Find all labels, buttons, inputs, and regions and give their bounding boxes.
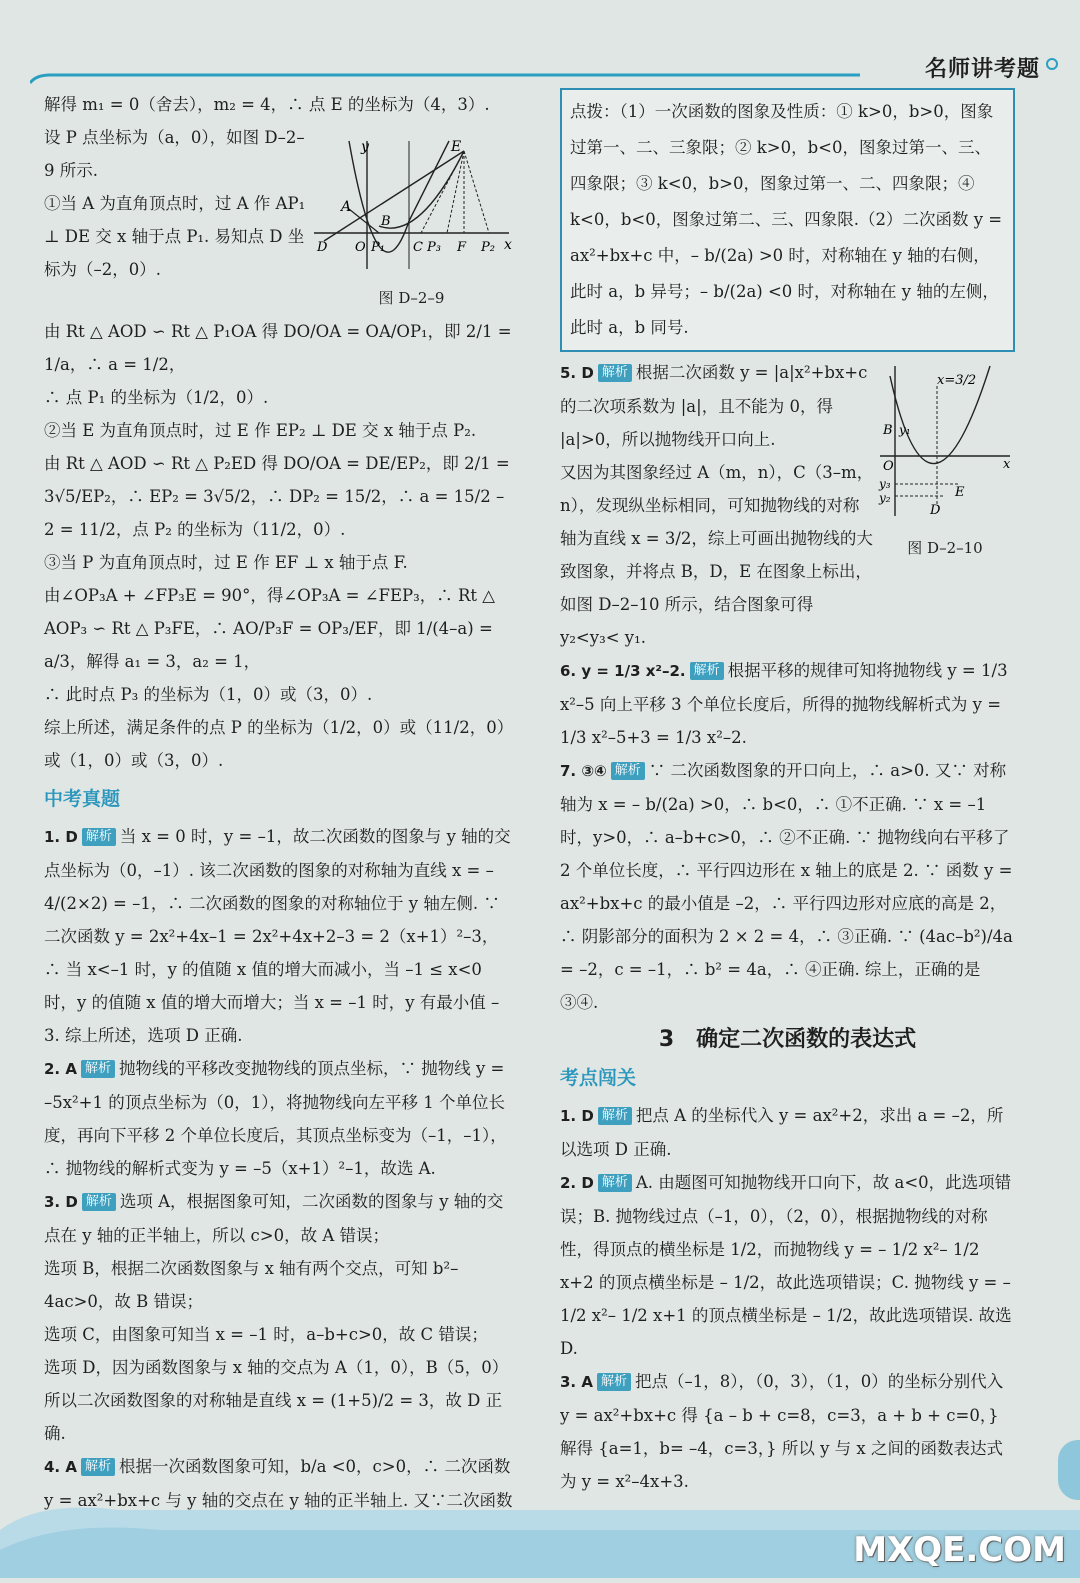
svg-text:B: B (883, 423, 893, 438)
svg-text:B: B (381, 214, 391, 229)
parabola-figure (309, 121, 514, 271)
analysis-tag: 解析 (81, 1060, 115, 1078)
svg-text:C: C (413, 240, 423, 255)
text-line: 解得 m₁ = 0（舍去），m₂ = 4，∴ 点 E 的坐标为（4，3）. (44, 95, 490, 114)
text-line: ①当 A 为直角顶点时，过 A 作 AP₁ ⊥ DE 交 x 轴于点 P₁. 易知点 D 坐标为（–2，0）. (44, 194, 306, 279)
answer-text: A. 由题图可知抛物线开口向下，故 a<0，此选项错误；B. 抛物线过点（–1，0），（2，0），根据抛物线的对称性，得顶点的横坐标是 1/2，而抛物线 y = – 1/2 x²– 1/2 x+2 的顶点横坐标是 – 1/2，故此选项错误；C. 抛物线 y = – 1/2 x²– 1/2 x+1 的顶点横坐标是 – 1/2，故此选项错误. 故选 D. (560, 1173, 1012, 1358)
answer-number: 6. y = 1/3 x²–2. (560, 662, 686, 680)
watermark-logo: MXQE.COM (853, 1530, 1066, 1570)
analysis-tag: 解析 (81, 1458, 115, 1476)
analysis-tag: 解析 (598, 1174, 632, 1192)
answer-item (44, 820, 514, 1052)
svg-text:x: x (504, 237, 512, 253)
text-line: 又因为其图象经过 A（m，n），C（3–m，n），发现纵坐标相同，可知抛物线的对称轴为直线 x = 3/2，综上可画出抛物线的大致图象，并将点 B，D，E 在图象上标出，如图 D–2–10 所示，结合图象可得 y₂<y₃< y₁. (560, 463, 874, 647)
svg-text:D: D (317, 240, 328, 255)
svg-text:y: y (361, 139, 369, 155)
brand-dot-icon (1046, 58, 1058, 70)
svg-text:O: O (883, 459, 894, 474)
answer-item (560, 754, 1015, 1019)
text-line: ∴ 此时点 P₃ 的坐标为（1，0）或（3，0）. (44, 685, 373, 704)
header-rule (30, 70, 1070, 78)
left-column (44, 88, 514, 1583)
answer-number: 3. A (560, 1373, 593, 1391)
analysis-tag: 解析 (82, 828, 116, 846)
text-line: 选项 B，根据二次函数图象与 x 轴有两个交点，可知 b²–4ac>0，故 B 错误； (44, 1259, 459, 1311)
answer-text: 当 x = 0 时，y = –1，故二次函数的图象与 y 轴的交点坐标为（0，–1）. 该二次函数的图象的对称轴为直线 x = – 4/(2×2) = –1，∴ 二次函数的图象的对称轴位于 y 轴左侧. ∵ 二次函数 y = 2x²+4x–1 = 2x²+4x+2–3 = 2（x+1）²–3，∴ 当 x<–1 时，y 的值随 x 值的增大而减小，当 –1 ≤ x<0 时，y 的值随 x 值的增大而增大；当 x = –1 时，y 有最小值 –3. 综上所述，选项 D 正确. (44, 827, 511, 1045)
svg-text:D: D (930, 503, 941, 518)
text-line: ③当 P 为直角顶点时，过 E 作 EF ⊥ x 轴于点 F. (44, 553, 408, 572)
text-line: 综上所述，满足条件的点 P 的坐标为（1/2，0）或（11/2，0）或（1，0）或（3，0）. (44, 718, 514, 770)
figure-caption: 图 D–2–9 (378, 289, 445, 307)
answer-number: 2. A (44, 1060, 77, 1078)
answer-item (44, 1185, 514, 1252)
text-line: ②当 E 为直角顶点时，过 E 作 EP₂ ⊥ DE 交 x 轴于点 P₂. (44, 421, 477, 440)
svg-text:E: E (451, 139, 462, 155)
chapter-title: 3 确定二次函数的表达式 (658, 1027, 917, 1052)
answer-text: 抛物线的平移改变抛物线的顶点坐标，∵ 抛物线 y = –5x²+1 的顶点坐标为（0，1），将抛物线向左平移 1 个单位长度，再向下平移 2 个单位长度后，其顶点坐标变为（–1，–1），∴ 抛物线的解析式变为 y = –5（x+1）²–1，故选 A. (44, 1059, 507, 1178)
answer-item (560, 1166, 1015, 1365)
answer-text: ∵ 二次函数图象的开口向上，∴ a>0. 又∵ 对称轴为 x = – b/(2a) >0，∴ b<0，∴ ①不正确. ∵ x = –1 时，y>0，∴ a–b+c>0，∴ ②不正确. ∵ 抛物线向右平移了 2 个单位长度，∴ 平行四边形在 x 轴上的底是 2. ∵ 函数 y = ax²+bx+c 的最小值是 –2，∴ 平行四边形对应底的高是 2，∴ 阴影部分的面积为 2 × 2 = 4，∴ ③正确. ∵ (4ac–b²)/4a = –2，c = –1，∴ b² = 4a，∴ ④正确. 综上，正确的是③④. (560, 761, 1013, 1012)
answer-number: 4. A (44, 1458, 77, 1476)
svg-text:P₂: P₂ (481, 240, 495, 255)
answer-text: 根据二次函数 y = |a|x²+bx+c 的二次项系数为 |a|，且不能为 0，得 |a|>0，所以抛物线开口向上. (560, 363, 868, 449)
figure-caption: 图 D–2–10 (907, 539, 983, 557)
text-line: 由 Rt △ AOD ∽ Rt △ P₁OA 得 DO/OA = OA/OP₁，即 2/1 = 1/a，∴ a = 1/2， (44, 322, 512, 374)
figure-d-2-9 (309, 121, 514, 315)
section-heading: 中考真题 (44, 788, 121, 810)
answer-item (560, 654, 1015, 754)
answer-number: 1. D (44, 828, 78, 846)
answer-number: 2. D (560, 1174, 594, 1192)
analysis-tag: 解析 (597, 1373, 631, 1391)
text-line: 由∠OP₃A + ∠FP₃E = 90°，得∠OP₃A = ∠FEP₃，∴ Rt △ AOP₃ ∽ Rt △ P₃FE，∴ AO/P₃F = OP₃/EF，即 1/(4–a) = a/3，解得 a₁ = 3，a₂ = 1， (44, 586, 495, 671)
answer-number: 1. D (560, 1107, 594, 1125)
svg-text:P₃: P₃ (427, 240, 441, 255)
figure-d-2-10 (875, 356, 1015, 654)
answer-number: 7. ③④ (560, 762, 607, 780)
analysis-tag: 解析 (598, 364, 632, 382)
answer-item (560, 1099, 1015, 1166)
svg-text:x: x (1003, 457, 1011, 472)
section-heading: 考点闯关 (560, 1067, 637, 1089)
tip-box: 点拨：（1）一次函数的图象及性质：① k>0，b>0，图象过第一、二、三象限；② k>0，b<0，图象过第一、三、四象限；③ k<0，b>0，图象过第一、二、四象限；④ k<0，b<0，图象过第二、三、四象限.（2）二次函数 y = ax²+bx+c 中，– b/(2a) >0 时，对称轴在 y 轴的右侧，此时 a，b 异号；– b/(2a) <0 时，对称轴在 y 轴的左侧，此时 a，b 同号. (560, 88, 1015, 352)
text-line: 设 P 点坐标为（a，0），如图 D–2–9 所示. (44, 128, 305, 180)
answer-item (44, 1052, 514, 1185)
answer-text: 选项 A，根据图象可知，二次函数的图象与 y 轴的交点在 y 轴的正半轴上，所以 c>0，故 A 错误； (44, 1192, 504, 1245)
text-line: 选项 D，因为函数图象与 x 轴的交点为 A（1，0），B（5，0）所以二次函数图象的对称轴是直线 x = (1+5)/2 = 3，故 D 正确. (44, 1358, 509, 1443)
answer-item (560, 1365, 1015, 1498)
analysis-tag: 解析 (611, 762, 645, 780)
text-line: ∴ 点 P₁ 的坐标为（1/2，0）. (44, 388, 269, 407)
answer-text: 把点（–1，8），（0，3），（1，0）的坐标分别代入 y = ax²+bx+c 得 {a – b + c=8，c=3，a + b + c=0，} 解得 {a=1，b= –4，c=3，} 所以 y 与 x 之间的函数表达式为 y = x²–4x+3. (560, 1372, 1004, 1491)
svg-text:P₁: P₁ (371, 240, 385, 255)
text-line: 由 Rt △ AOD ∽ Rt △ P₂ED 得 DO/OA = DE/EP₂，即 2/1 = 3√5/EP₂，∴ EP₂ = 3√5/2，∴ DP₂ = 15/2，∴ a = 15/2 – 2 = 11/2，点 P₂ 的坐标为（11/2，0）. (44, 454, 510, 539)
svg-text:y₃: y₃ (879, 477, 891, 491)
svg-text:A: A (341, 199, 352, 215)
svg-text:F: F (457, 240, 467, 255)
answer-text: 根据一次函数图象可知，b/a <0，c>0，∴ 二次函数 y = ax²+bx+c 与 y 轴的交点在 y 轴的正半轴上. 又∵二次函数 (44, 1457, 513, 1510)
answer-item (560, 356, 875, 456)
answer-text: 把点 A 的坐标代入 y = ax²+2，求出 a = –2，所以选项 D 正确. (560, 1106, 1004, 1159)
analysis-tag: 解析 (598, 1107, 632, 1125)
answer-text: 根据平移的规律可知将抛物线 y = 1/3 x²–5 向上平移 3 个单位长度后，所得的抛物线解析式为 y = 1/3 x²–5+3 = 1/3 x²–2. (560, 661, 1008, 747)
answer-number: 5. D (560, 364, 594, 382)
svg-text:y₂: y₂ (879, 491, 891, 505)
svg-text:y₁: y₁ (899, 423, 911, 437)
answer-number: 3. D (44, 1193, 78, 1211)
parabola-figure-2 (875, 356, 1015, 521)
svg-text:x=3/2: x=3/2 (937, 373, 977, 388)
figure-row (560, 356, 1015, 654)
text-line: 选项 C，由图象可知当 x = –1 时，a–b+c>0，故 C 错误； (44, 1325, 488, 1344)
right-column (560, 88, 1015, 1498)
analysis-tag: 解析 (82, 1193, 116, 1211)
svg-text:O: O (355, 240, 366, 255)
figure-row (44, 121, 514, 315)
brand-title: 名师讲考题 (924, 56, 1040, 82)
analysis-tag: 解析 (690, 662, 724, 680)
svg-text:E: E (955, 485, 965, 500)
